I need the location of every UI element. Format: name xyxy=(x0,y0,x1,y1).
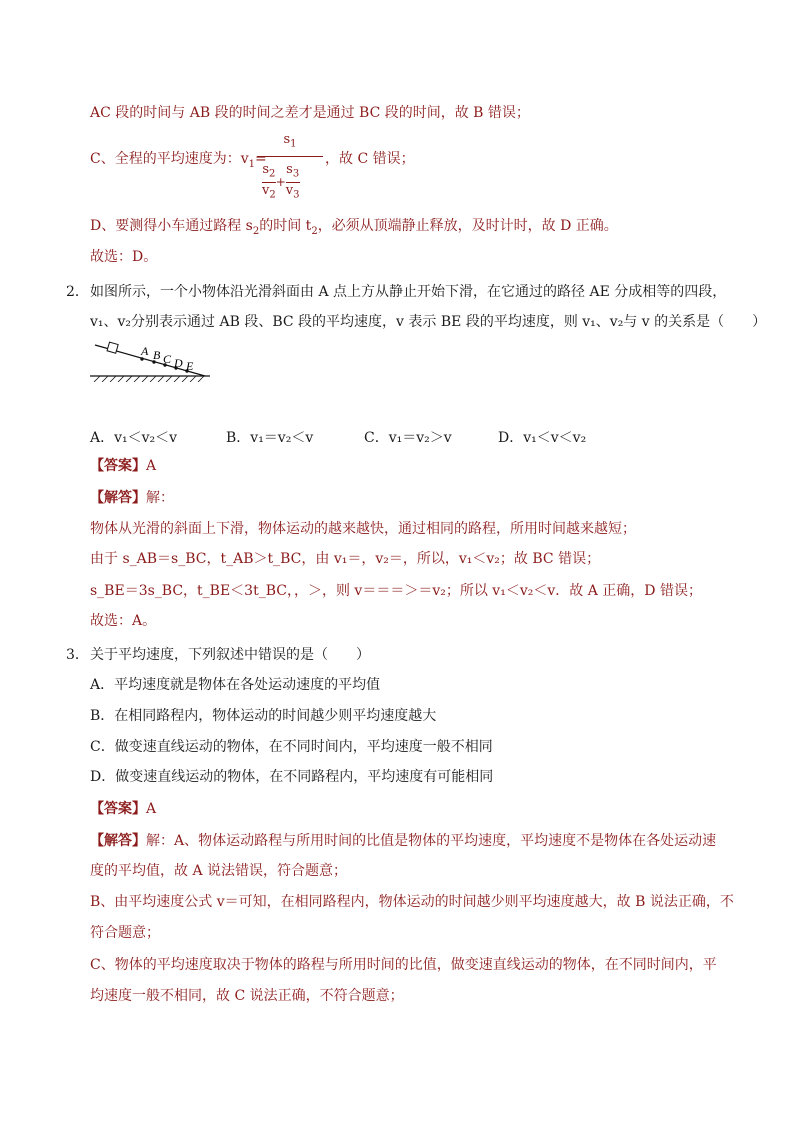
answer-value: A xyxy=(146,801,157,817)
option-c: C．做变速直线运动的物体，在不同时间内，平均速度一般不相同 xyxy=(90,739,493,755)
question-number: 3． xyxy=(66,647,89,663)
analysis-text: 符合题意； xyxy=(90,925,160,941)
analysis-line: 【解答】解：A、物体运动路程与所用时间的比值是物体的平均速度，平均速度不是物体在各处运动速 xyxy=(90,833,717,849)
label-a: A xyxy=(141,344,149,358)
label-b: B xyxy=(153,348,161,362)
question-text: 关于平均速度，下列叙述中错误的是（ ） xyxy=(90,647,370,663)
answer-line xyxy=(90,457,156,475)
choice-line: 故选：D。 xyxy=(90,249,158,265)
formula-sub: 1 xyxy=(248,158,255,170)
option-d: D．做变速直线运动的物体，在不同路程内，平均速度有可能相同 xyxy=(90,769,494,785)
option-b: B．在相同路程内，物体运动的时间越少则平均速度越大 xyxy=(90,708,437,724)
sub-fraction-1: $\frac{s_2}{v_2}$ xyxy=(262,162,276,201)
fraction-denominator xyxy=(262,162,300,202)
analysis-line: 【解答】解： xyxy=(90,490,174,506)
analysis-text: B、由平均速度公式 v＝可知，在相同路程内，物体运动的时间越少则平均速度越大，故 B 说法正确，不 xyxy=(90,894,734,910)
formula-line xyxy=(90,150,267,174)
analysis-text: s_BE＝3s_BC，t_BE＜3t_BC，，＞，则 v＝＝＝＞＝v₂；所以 v₁＜v₂＜v．故 A 正确，D 错误； xyxy=(90,583,702,599)
analysis-text: C、物体的平均速度取决于物体的路程与所用时间的比值，做变速直线运动的物体，在不同时间内，平 xyxy=(90,957,717,973)
label-d: D xyxy=(174,356,183,370)
answer-label: 【答案】 xyxy=(90,801,146,817)
option-b: B．v₁＝v₂＜v xyxy=(226,430,314,446)
question-number: 2． xyxy=(66,284,89,300)
plus-sign: + xyxy=(275,175,286,190)
answer-line xyxy=(90,800,156,818)
question-text: 如图所示，一个小物体沿光滑斜面由 A 点上方从静止开始下滑，在它通过的路径 AE 分成相等的四段， xyxy=(90,284,727,300)
block-object xyxy=(107,342,118,353)
analysis-label: 【解答】 xyxy=(90,490,146,506)
option-d: D．v₁＜v＜v₂ xyxy=(498,430,587,446)
ground-hatch xyxy=(94,376,204,382)
formula-suffix: ，故 C 错误； xyxy=(325,151,415,167)
fraction-numerator xyxy=(257,132,323,150)
answer-label: 【答案】 xyxy=(90,458,146,474)
option-a: A．平均速度就是物体在各处运动速度的平均值 xyxy=(90,677,381,693)
question-text: v₁、v₂分别表示通过 AB 段、BC 段的平均速度，v 表示 BE 段的平均速度，则 v₁、v₂与 v 的关系是（ ） xyxy=(90,314,767,330)
analysis-text: 物体从光滑的斜面上下滑，物体运动的越来越快，通过相同的路程，所用时间越来越短； xyxy=(90,521,636,537)
label-c: C xyxy=(163,352,172,366)
fraction-bar xyxy=(257,156,323,157)
text-line: D、要测得小车通过路程 $s_2$的时间 $t_2$，必须从顶端静止释放，及时计时，故 D 正确。 xyxy=(90,218,618,237)
text-line: AC 段的时间与 AB 段的时间之差才是通过 BC 段的时间，故 B 错误； xyxy=(90,105,530,121)
analysis-text: 度的平均值，故 A 说法错误，符合题意； xyxy=(90,863,348,879)
option-c: C．v₁＝v₂＞v xyxy=(364,430,452,446)
label-e: E xyxy=(186,359,194,373)
analysis-text: 由于 s_AB＝s_BC，t_AB＞t_BC，由 v₁＝，v₂＝，所以，v₁＜v₂；故 BC 错误； xyxy=(90,551,601,567)
option-a: A．v₁＜v₂＜v xyxy=(90,430,178,446)
equals-sign: = xyxy=(255,151,267,167)
s-subscript: 1 xyxy=(290,138,297,150)
analysis-text: 故选：A。 xyxy=(90,613,157,629)
analysis-text: 均速度一般不相同，故 C 说法正确，不符合题意； xyxy=(90,988,404,1004)
sub-fraction-2: $\frac{s_3}{v_3}$ xyxy=(285,162,300,201)
incline-figure xyxy=(90,340,215,382)
formula-prefix: C、全程的平均速度为：v xyxy=(90,151,249,167)
answer-value: A xyxy=(146,458,157,474)
s-symbol: s xyxy=(283,132,291,147)
analysis-label: 【解答】 xyxy=(90,833,146,849)
